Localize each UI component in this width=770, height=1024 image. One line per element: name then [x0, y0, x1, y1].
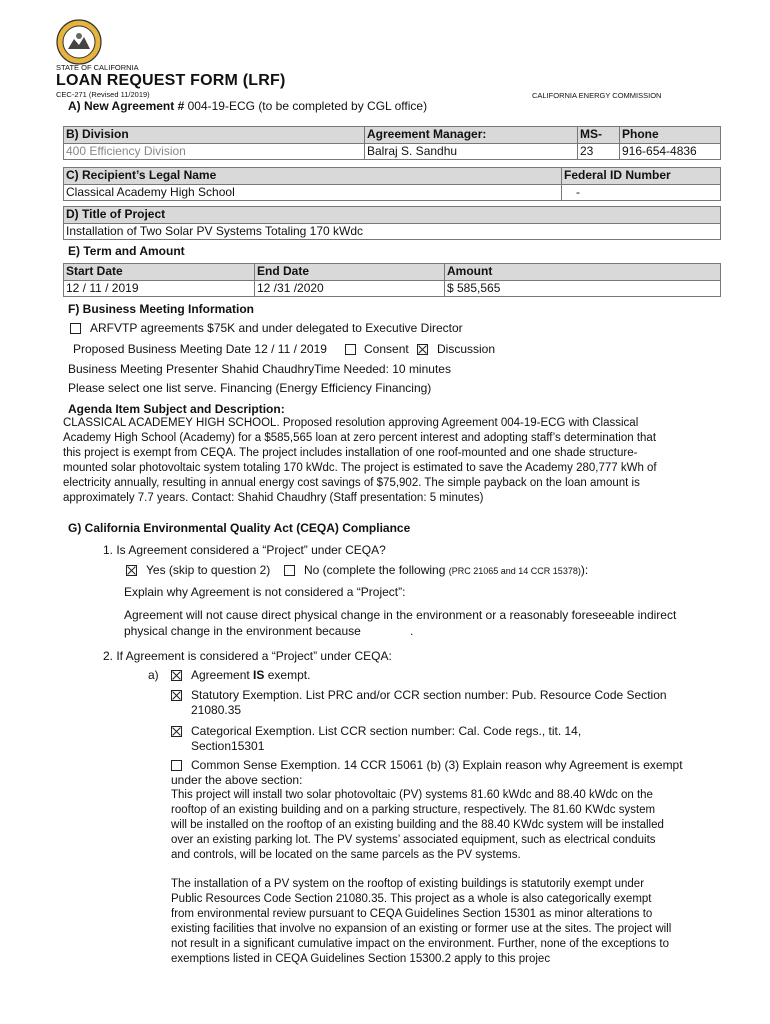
discussion-checkbox[interactable]: [417, 344, 428, 355]
exemption-reason-paragraph-2[interactable]: [171, 877, 671, 967]
categorical-line-1: Categorical Exemption. List CCR section number: Cal. Code regs., tit. 14,: [191, 724, 582, 738]
common-sense-exemption-checkbox[interactable]: [171, 760, 182, 771]
consent-checkbox[interactable]: [345, 344, 356, 355]
agenda-heading: Agenda Item Subject and Description:: [68, 402, 285, 416]
time-needed-text: Time Needed: 10 minutes: [314, 362, 451, 376]
exempt-post: exempt.: [264, 668, 311, 682]
consent-label: Consent: [364, 342, 409, 356]
amount-field[interactable]: $ 585,565: [444, 281, 720, 296]
statutory-line-2[interactable]: 21080.35: [191, 703, 242, 717]
agreement-number-label: A) New Agreement #: [68, 99, 185, 113]
ceqa-heading: G) California Environmental Quality Act (CEQA) Compliance: [68, 521, 411, 535]
manager-label: Agreement Manager:: [364, 127, 577, 143]
explain-line-1[interactable]: Agreement will not cause direct physical change in the environment or a reasonably foreseeable indirect: [124, 608, 677, 622]
project-no-end: ):: [580, 563, 589, 577]
agenda-line: Academy High School (Academy) for a $585,565 loan at zero percent interest and adopting staff’s determination that: [63, 432, 657, 444]
term-value-row: [63, 281, 721, 297]
explain-line-2[interactable]: physical change in the environment because: [124, 624, 361, 638]
project-no-citation: (PRC 21065 and 14 CCR 15378): [448, 566, 581, 576]
term-header-row: [63, 263, 721, 281]
common-sense-line-1: Common Sense Exemption. 14 CCR 15061 (b) (3) Explain reason why Agreement is exempt: [191, 758, 683, 772]
division-label: B) Division: [66, 127, 129, 141]
agenda-line: approximately 7.7 years. Contact: Shahid Chaudhry (Staff presentation: 5 minutes): [63, 492, 484, 504]
end-date-field[interactable]: 12 /31 /2020: [254, 281, 444, 296]
division-value-row: [63, 144, 721, 160]
federal-id-label: Federal ID Number: [561, 168, 720, 184]
statutory-exemption-checkbox[interactable]: [171, 690, 182, 701]
arfvtp-text: ARFVTP agreements $75K and under delegated to Executive Director: [90, 321, 463, 335]
reason-line: Public Resources Code Section 21080.35. This project as a whole is also categorically exempt: [171, 893, 652, 905]
agenda-line: this project is exempt from CEQA. The project includes installation of one roof-mounted and one shade structure-: [63, 447, 638, 459]
reason-line: existing facilities that involve no expansion of an existing or former use at the sites. The project will: [171, 923, 672, 935]
ceqa-question-1: 1. Is Agreement considered a “Project” under CEQA?: [103, 543, 386, 557]
amount-label: Amount: [444, 264, 720, 280]
q2a-label: a): [148, 668, 159, 682]
presenter-text: Business Meeting Presenter Shahid Chaudhry: [68, 362, 315, 376]
project-no-checkbox[interactable]: [284, 565, 295, 576]
form-number: CEC-271 (Revised 11/2019): [56, 90, 150, 99]
start-date-field[interactable]: 12 / 11 / 2019: [66, 281, 139, 295]
list-serve-text: Please select one list serve. Financing (Energy Efficiency Financing): [68, 381, 432, 395]
reason-line: from environmental review pursuant to CEQA Guidelines Section 15301 as minor alterations to: [171, 908, 653, 920]
division-header-row: [63, 126, 721, 144]
reason-line: exemptions listed in CEQA Guidelines Section 15300.2 apply to this projec: [171, 953, 551, 965]
project-yes-checkbox[interactable]: [126, 565, 137, 576]
reason-line: The installation of a PV system on the rooftop of existing buildings is statutorily exempt under: [171, 878, 645, 890]
discussion-label: Discussion: [437, 342, 496, 356]
agenda-line: CLASSICAL ACADEMEY HIGH SCHOOL. Proposed resolution approving Agreement 004-19-ECG with Classical: [63, 417, 639, 429]
reason-line: will be installed on the rooftop of an existing building and the 88.40 KWdc system will be installed: [171, 819, 664, 831]
agreement-number-line: [68, 99, 427, 114]
reason-line: over an existing parking lot. The PV systems’ associated equipment, such as electrical conduits: [171, 834, 656, 846]
term-amount-heading: E) Term and Amount: [68, 244, 185, 258]
categorical-line-2[interactable]: Section15301: [191, 739, 265, 753]
agreement-exempt-checkbox[interactable]: [171, 670, 182, 681]
division-field[interactable]: 400 Efficiency Division: [66, 144, 186, 158]
explain-label: Explain why Agreement is not considered a “Project”:: [124, 585, 406, 599]
recipient-label: C) Recipient’s Legal Name: [66, 168, 217, 182]
ceqa-question-2: 2. If Agreement is considered a “Project” under CEQA:: [103, 649, 392, 663]
phone-field[interactable]: 916-654-4836: [619, 144, 720, 159]
arfvtp-checkbox[interactable]: [70, 323, 81, 334]
exempt-bold: IS: [253, 668, 265, 682]
business-meeting-heading: F) Business Meeting Information: [68, 302, 255, 316]
form-title: LOAN REQUEST FORM (LRF): [56, 72, 286, 89]
start-date-label: Start Date: [66, 264, 123, 278]
meeting-date-text: Proposed Business Meeting Date 12 / 11 / 2019: [73, 342, 327, 356]
project-title-value-row: [63, 224, 721, 240]
agreement-number-note: (to be completed by CGL office): [258, 99, 428, 113]
project-yes-label: Yes (skip to question 2): [146, 563, 271, 577]
common-sense-line-2: under the above section:: [171, 773, 303, 787]
project-title-label: D) Title of Project: [66, 207, 166, 221]
agreement-exempt-label: [191, 668, 310, 683]
federal-id-field[interactable]: -: [561, 185, 720, 200]
project-no-text: No (complete the following: [304, 563, 446, 577]
reason-line: This project will install two solar photovoltaic (PV) systems 81.60 kWdc and 88.40 kWdc on the: [171, 789, 653, 801]
exemption-reason-paragraph-1[interactable]: [171, 788, 664, 863]
california-seal-logo: [56, 19, 102, 65]
categorical-exemption-checkbox[interactable]: [171, 726, 182, 737]
agreement-number-value[interactable]: 004-19-ECG: [187, 99, 255, 113]
manager-field[interactable]: Balraj S. Sandhu: [364, 144, 577, 159]
agenda-description[interactable]: [63, 416, 657, 506]
explain-end: .: [410, 624, 414, 638]
recipient-field[interactable]: Classical Academy High School: [66, 185, 235, 199]
reason-line: and controls, will be located on the same parcels as the PV systems.: [171, 849, 521, 861]
state-label: STATE OF CALIFORNIA: [56, 63, 139, 72]
end-date-label: End Date: [254, 264, 444, 280]
reason-line: rooftop of an existing building and on a parking structure, respectively. The 81.60 KWdc system: [171, 804, 656, 816]
ms-field[interactable]: 23: [577, 144, 619, 159]
agenda-line: electricity annually, resulting in annual energy cost savings of $75,902. The simple payback on the loan amount is: [63, 477, 640, 489]
statutory-line-1: Statutory Exemption. List PRC and/or CCR section number: Pub. Resource Code Section: [191, 688, 667, 702]
exempt-pre: Agreement: [191, 668, 254, 682]
project-title-field[interactable]: Installation of Two Solar PV Systems Totaling 170 kWdc: [66, 224, 364, 238]
project-title-header-row: [63, 206, 721, 224]
phone-label: Phone: [619, 127, 720, 143]
reason-line: not result in a significant cumulative impact on the environment. Further, none of the exceptions to: [171, 938, 669, 950]
agency-name: CALIFORNIA ENERGY COMMISSION: [532, 91, 662, 100]
recipient-header-row: [63, 167, 721, 185]
project-no-label: [304, 563, 588, 579]
recipient-value-row: [63, 185, 721, 201]
ms-label: MS-: [577, 127, 619, 143]
agenda-line: mounted solar photovoltaic system totaling 170 kWdc. The project is estimated to save the Academy 280,777 kWh of: [63, 462, 657, 474]
